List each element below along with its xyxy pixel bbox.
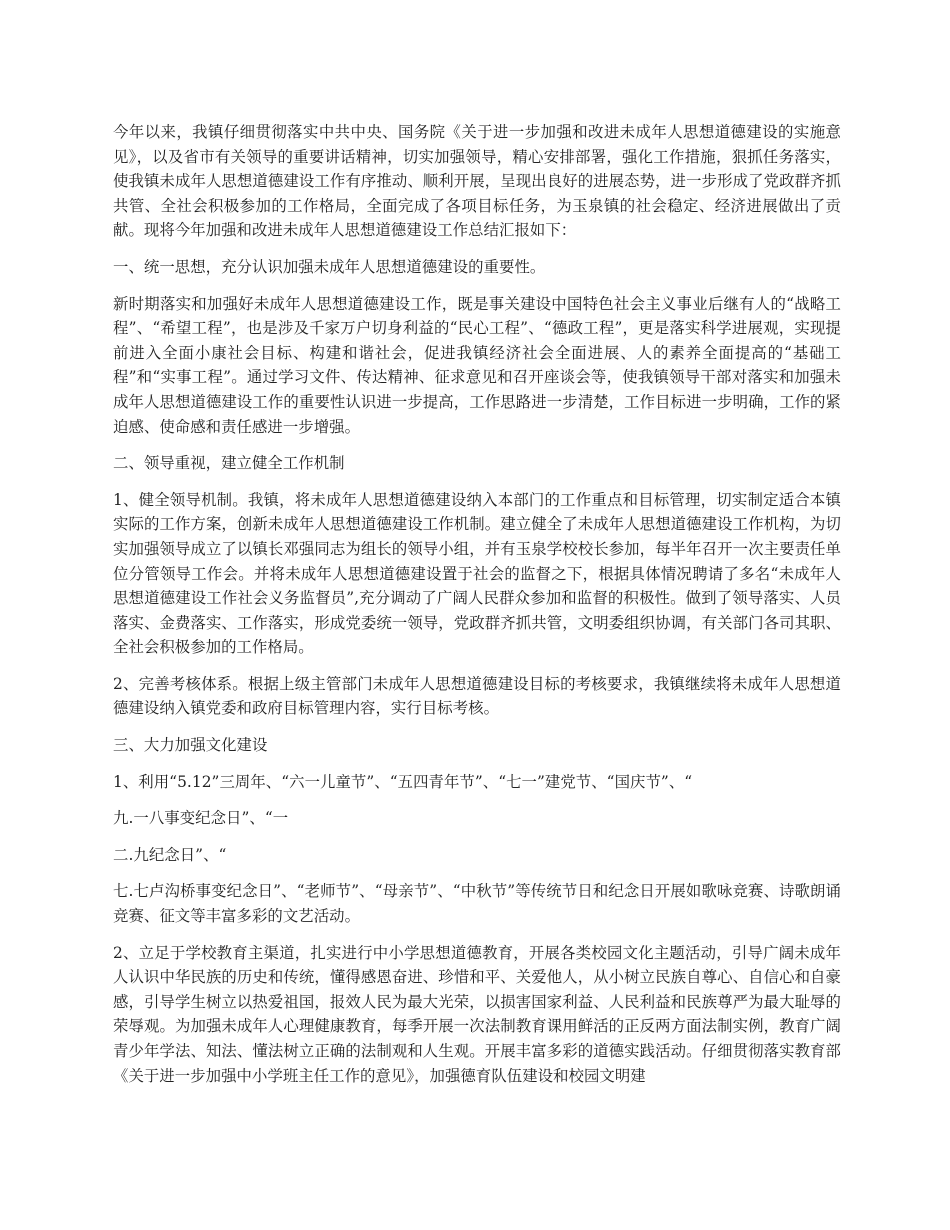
- document-page: [113, 120, 841, 1100]
- section-heading-3: 三、大力加强文化建设: [113, 736, 268, 755]
- section-2-item-2: 2、完善考核体系。根据上级主管部门未成年人思想道德建设目标的考核要求，我镇继续将未成年人思想道德建设纳入镇党委和政府目标管理内容，实行目标考核。: [113, 674, 841, 718]
- section-heading-2: 二、领导重视，建立健全工作机制: [113, 454, 345, 473]
- section-1-paragraph: 新时期落实和加强好未成年人思想道德建设工作，既是事关建设中国特色社会主义事业后继有人的“战略工程”、“希望工程”，也是涉及千家万户切身利益的“民心工程”、“德政工程”，更是落实科学进展观，实现提前进入全面小康社会目标、构建和谐社会，促进我镇经济社会全面进展、人的素养全面提高的“基础工程”和“实事工程”。通过学习文件、传达精神、征求意见和召开座谈会等，使我镇领导干部对落实和加强未成年人思想道德建设工作的重要性认识进一步提高，工作思路进一步清楚，工作目标进一步明确，工作的紧迫感、使命感和责任感进一步增强。: [113, 294, 841, 436]
- section-2-item-1: 1、健全领导机制。我镇，将未成年人思想道德建设纳入本部门的工作重点和目标管理，切实制定适合本镇实际的工作方案，创新未成年人思想道德建设工作机制。建立健全了未成年人思想道德建设工作机构，为切实加强领导成立了以镇长邓强同志为组长的领导小组，并有玉泉学校校长参加，每半年召开一次主要责任单位分管领导工作会。并将未成年人思想道德建设置于社会的监督之下，根据具体情况聘请了多名“未成年人思想道德建设工作社会义务监督员”,充分调动了广阔人民群众参加和监督的积极性。做到了领导落实、人员落实、金费落实、工作落实，形成党委统一领导，党政群齐抓共管，文明委组织协调，有关部门各司其职、全社会积极参加的工作格局。: [113, 490, 841, 657]
- section-heading-1: 一、统一思想，充分认识加强未成年人思想道德建设的重要性。: [113, 257, 546, 276]
- section-3-item-2: 2、立足于学校教育主渠道，扎实进行中小学思想道德教育，开展各类校园文化主题活动，引导广阔未成年人认识中华民族的历史和传统，懂得感恩奋进、珍惜和平、关爱他人，从小树立民族自尊心、自信心和自豪感，引导学生树立以热爱祖国，报效人民为最大光荣，以损害国家利益、人民利益和民族尊严为最大耻辱的荣辱观。为加强未成年人心理健康教育，每季开展一次法制教育课用鲜活的正反两方面法制实例，教育广阔青少年学法、知法、懂法树立正确的法制观和人生观。开展丰富多彩的道德实践活动。仔细贯彻落实教育部《关于进一步加强中小学班主任工作的意见》，加强德育队伍建设和校园文明建: [113, 943, 841, 1085]
- section-3-item-1-part-b: 九.一八事变纪念日”、“一: [113, 809, 289, 828]
- section-3-item-1-part-a: 1、利用“5.12”三周年、“六一儿童节”、“五四青年节”、“七一”建党节、“国庆节”、“: [113, 772, 693, 791]
- section-3-item-1-part-d: 七.七卢沟桥事变纪念日”、“老师节”、“母亲节”、“中秋节”等传统节日和纪念日开展如歌咏竞赛、诗歌朗诵竞赛、征文等丰富多彩的文艺活动。: [113, 882, 841, 926]
- section-3-item-1-part-c: 二.九纪念日”、“: [113, 845, 227, 864]
- intro-paragraph: 今年以来，我镇仔细贯彻落实中共中央、国务院《关于进一步加强和改进未成年人思想道德建设的实施意见》，以及省市有关领导的重要讲话精神，切实加强领导，精心安排部署，强化工作措施，狠抓任务落实，使我镇未成年人思想道德建设工作有序推动、顺利开展，呈现出良好的进展态势，进一步形成了党政群齐抓共管、全社会积极参加的工作格局，全面完成了各项目标任务，为玉泉镇的社会稳定、经济进展做出了贡献。现将今年加强和改进未成年人思想道德建设工作总结汇报如下：: [113, 123, 841, 240]
